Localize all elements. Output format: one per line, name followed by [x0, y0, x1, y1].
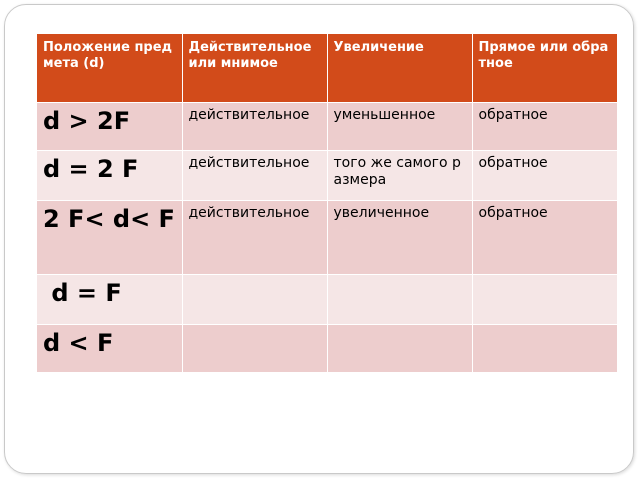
header-position: Положение предмета (d) [37, 34, 182, 102]
header-real-or-virtual: Действительное или мнимое [182, 34, 327, 102]
table-row [37, 150, 617, 200]
cell-position: d = F [37, 274, 182, 324]
table-row [37, 274, 617, 324]
table-header-row [37, 34, 617, 102]
cell-type: действительное [182, 150, 327, 200]
cell-orientation [472, 324, 617, 372]
cell-type: действительное [182, 200, 327, 274]
header-orientation: Прямое или обратное [472, 34, 617, 102]
cell-type [182, 274, 327, 324]
cell-position: d > 2F [37, 102, 182, 150]
cell-type: действительное [182, 102, 327, 150]
cell-position: d = 2 F [37, 150, 182, 200]
table-row [37, 200, 617, 274]
cell-magnification [327, 324, 472, 372]
cell-orientation: обратное [472, 200, 617, 274]
cell-orientation [472, 274, 617, 324]
cell-position: 2 F< d< F [37, 200, 182, 274]
table-row [37, 324, 617, 372]
cell-magnification: того же самого размера [327, 150, 472, 200]
cell-magnification: уменьшенное [327, 102, 472, 150]
cell-position: d < F [37, 324, 182, 372]
table-row [37, 102, 617, 150]
cell-magnification: увеличенное [327, 200, 472, 274]
header-magnification: Увеличение [327, 34, 472, 102]
cell-orientation: обратное [472, 102, 617, 150]
cell-orientation: обратное [472, 150, 617, 200]
cell-magnification [327, 274, 472, 324]
cell-type [182, 324, 327, 372]
lens-image-table [37, 34, 618, 373]
